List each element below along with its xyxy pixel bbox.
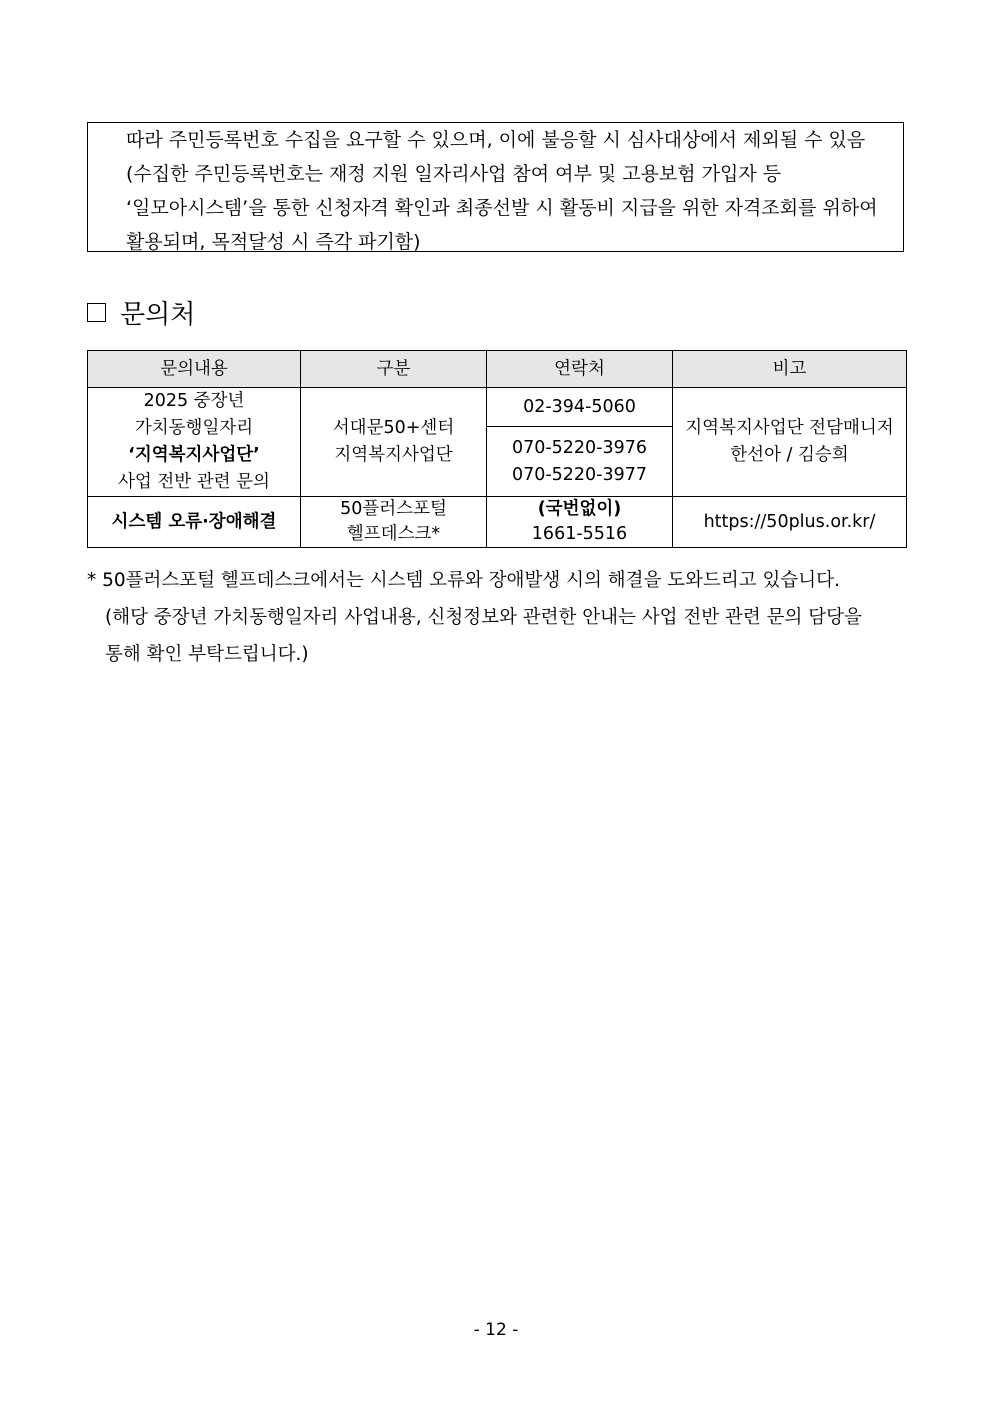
phone-main-cell: 02-394-5060 bbox=[487, 388, 673, 427]
phone-line: 1661-5516 bbox=[531, 524, 628, 544]
inquiry-cell: 시스템 오류·장애해결 bbox=[88, 497, 301, 548]
inquiry-line: 사업 전반 관련 문의 bbox=[118, 472, 270, 492]
header-contact: 연락처 bbox=[487, 351, 673, 388]
phone-line: 070-5220-3976 bbox=[511, 437, 648, 458]
section-title bbox=[87, 292, 195, 332]
notice-line: 따라 주민등록번호 수집을 요구할 수 있으며, 이에 불응할 시 심사대상에서 제외될 수 있음 bbox=[126, 129, 866, 151]
phone-line: (국번없이) bbox=[537, 499, 622, 519]
table-row bbox=[88, 388, 907, 427]
checkbox-icon bbox=[87, 303, 106, 322]
footnote bbox=[87, 562, 907, 673]
division-line: 50플러스포털 bbox=[340, 499, 447, 519]
notice-line: 활용되며, 목적달성 시 즉각 파기함) bbox=[126, 231, 421, 253]
table-row bbox=[88, 497, 907, 548]
inquiry-line: ‘지역복지사업단’ bbox=[128, 445, 260, 465]
table-header-row bbox=[88, 351, 907, 388]
phone-cell bbox=[487, 497, 673, 548]
phone-sub-cell bbox=[487, 427, 673, 497]
division-cell bbox=[301, 497, 487, 548]
inquiry-line: 가치동행일자리 bbox=[134, 418, 254, 438]
division-line: 헬프데스크* bbox=[346, 524, 441, 544]
footnote-line: (해당 중장년 가치동행일자리 사업내용, 신청정보와 관련한 안내는 사업 전반 관련 문의 담당을 bbox=[105, 607, 862, 628]
division-line: 지역복지사업단 bbox=[334, 445, 453, 465]
note-cell bbox=[673, 388, 907, 497]
note-cell: https://50plus.or.kr/ bbox=[673, 497, 907, 548]
notice-line: ‘일모아시스템’을 통한 신청자격 확인과 최종선발 시 활동비 지급을 위한 자격조회를 위하여 bbox=[126, 197, 878, 219]
footnote-line: * 50플러스포털 헬프데스크에서는 시스템 오류와 장애발생 시의 해결을 도와드리고 있습니다. bbox=[87, 570, 840, 591]
notice-line: (수집한 주민등록번호는 재정 지원 일자리사업 참여 여부 및 고용보험 가입자 등 bbox=[126, 163, 782, 185]
section-title-text: 문의처 bbox=[120, 299, 196, 330]
note-line: 지역복지사업단 전담매니저 bbox=[685, 418, 894, 438]
header-inquiry: 문의내용 bbox=[88, 351, 301, 388]
footnote-line: 통해 확인 부탁드립니다.) bbox=[105, 644, 309, 665]
page-number: - 12 - bbox=[473, 1320, 519, 1340]
contact-table bbox=[87, 350, 907, 548]
phone-line: 070-5220-3977 bbox=[511, 464, 648, 485]
inquiry-cell bbox=[88, 388, 301, 497]
header-division: 구분 bbox=[301, 351, 487, 388]
division-line: 서대문50+센터 bbox=[332, 418, 455, 438]
note-line: 한선아 / 김승희 bbox=[730, 445, 849, 465]
division-cell bbox=[301, 388, 487, 497]
inquiry-line: 2025 중장년 bbox=[143, 391, 245, 411]
notice-box bbox=[87, 122, 904, 252]
header-note: 비고 bbox=[673, 351, 907, 388]
